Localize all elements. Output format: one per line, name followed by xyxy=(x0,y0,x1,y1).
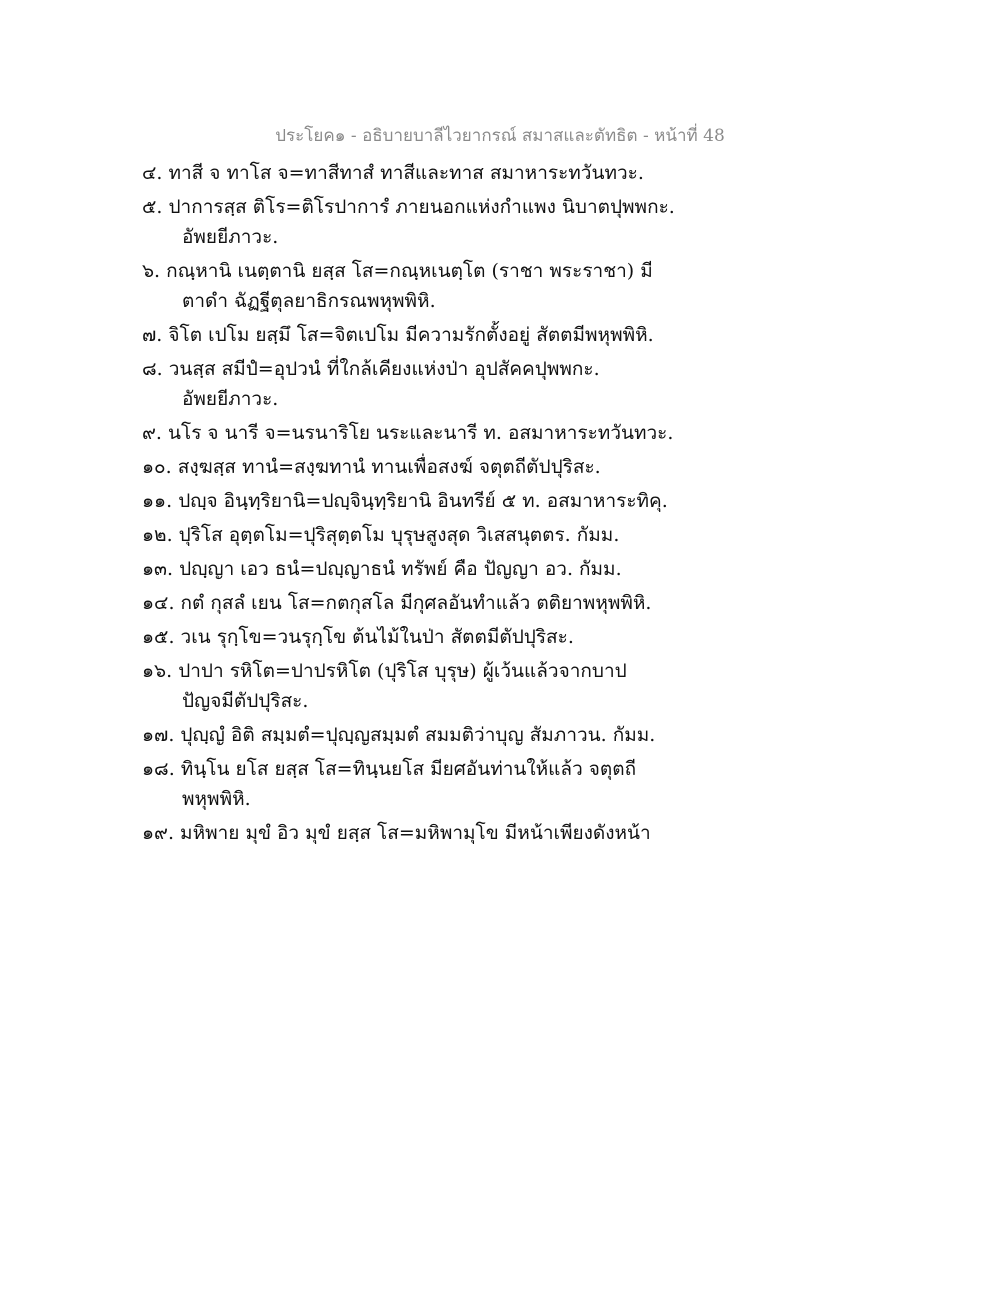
list-item xyxy=(142,320,782,350)
entry-continuation: อัพยยีภาวะ. xyxy=(182,226,279,248)
entry-text: ๑๕. วเน รุกฺโข=วนรุกฺโข ต้นไม้ในป่า สัตตมีตัปปุริสะ. xyxy=(142,626,574,648)
entry-text: ๑๘. ทินฺโน ยโส ยสฺส โส=ทินฺนยโส มียศอันท่านให้แล้ว จตุตถี xyxy=(142,758,637,780)
list-item xyxy=(142,158,782,188)
entry-continuation: อัพยยีภาวะ. xyxy=(182,388,279,410)
entry-continuation: ปัญจมีตัปปุริสะ. xyxy=(182,690,309,712)
list-item xyxy=(142,192,782,252)
list-item xyxy=(142,754,782,814)
list-item xyxy=(142,354,782,414)
running-header: ประโยค๑ - อธิบายบาลีไวยากรณ์ สมาสและตัทธิต - หน้าที่ 48 xyxy=(275,126,725,146)
entry-continuation: พหุพพิหิ. xyxy=(182,788,251,810)
list-item xyxy=(142,554,782,584)
entry-text: ๑๙. มหิพาย มุขํ อิว มุขํ ยสฺส โส=มหิพามุโข มีหน้าเพียงดังหน้า xyxy=(142,822,651,844)
entry-text: ๑๖. ปาปา รหิโต=ปาปรหิโต (ปุริโส บุรุษ) ผู้เว้นแล้วจากบาป xyxy=(142,660,627,682)
list-item xyxy=(142,256,782,316)
entry-text: ๖. กณฺหานิ เนตฺตานิ ยสฺส โส=กณฺหเนตฺโต (ราชา พระราชา) มี xyxy=(142,260,653,282)
entry-text: ๑๑. ปญฺจ อินฺทฺริยานิ=ปญฺจินฺทฺริยานิ อินทรีย์ ๕ ท. อสมาหาระทิคุ. xyxy=(142,490,668,512)
entry-text: ๑๔. กตํ กุสลํ เยน โส=กตกุสโล มีกุศลอันทำแล้ว ตติยาพหุพพิหิ. xyxy=(142,592,652,614)
list-item xyxy=(142,720,782,750)
list-item xyxy=(142,588,782,618)
entry-continuation: ตาดำ ฉัฏฐีตุลยาธิกรณพหุพพิหิ. xyxy=(182,290,436,312)
entry-text: ๑๒. ปุริโส อุตฺตโม=ปุริสุตฺตโม บุรุษสูงสุด วิเสสนุตตร. กัมม. xyxy=(142,524,620,546)
list-item xyxy=(142,818,782,848)
entry-text: ๗. จิโต เปโม ยสฺมึ โส=จิตเปโม มีความรักตั้งอยู่ สัตตมีพหุพพิหิ. xyxy=(142,324,654,346)
list-item xyxy=(142,520,782,550)
list-item xyxy=(142,656,782,716)
entry-text: ๕. ปาการสฺส ติโร=ติโรปาการํ ภายนอกแห่งกำแพง นิบาตปุพพกะ. xyxy=(142,196,675,218)
entry-list xyxy=(142,158,782,852)
entry-text: ๙. นโร จ นารี จ=นรนาริโย นระและนารี ท. อสมาหาระทวันทวะ. xyxy=(142,422,674,444)
entry-text: ๑๐. สงฺฆสฺส ทานํ=สงฺฆทานํ ทานเพื่อสงฆ์ จตุตถีตัปปุริสะ. xyxy=(142,456,601,478)
entry-text: ๘. วนสฺส สมีปํ=อุปวนํ ที่ใกล้เคียงแห่งป่า อุปสัคคปุพพกะ. xyxy=(142,358,600,380)
list-item xyxy=(142,452,782,482)
entry-text: ๑๓. ปญฺญา เอว ธนํ=ปญฺญาธนํ ทรัพย์ คือ ปัญญา อว. กัมม. xyxy=(142,558,622,580)
entry-text: ๔. ทาสี จ ทาโส จ=ทาสีทาสํ ทาสีและทาส สมาหาระทวันทวะ. xyxy=(142,162,644,184)
entry-text: ๑๗. ปุญฺญํ อิติ สมฺมตํ=ปุญฺญสมฺมตํ สมมติว่าบุญ สัมภาวน. กัมม. xyxy=(142,724,656,746)
list-item xyxy=(142,418,782,448)
list-item xyxy=(142,486,782,516)
list-item xyxy=(142,622,782,652)
